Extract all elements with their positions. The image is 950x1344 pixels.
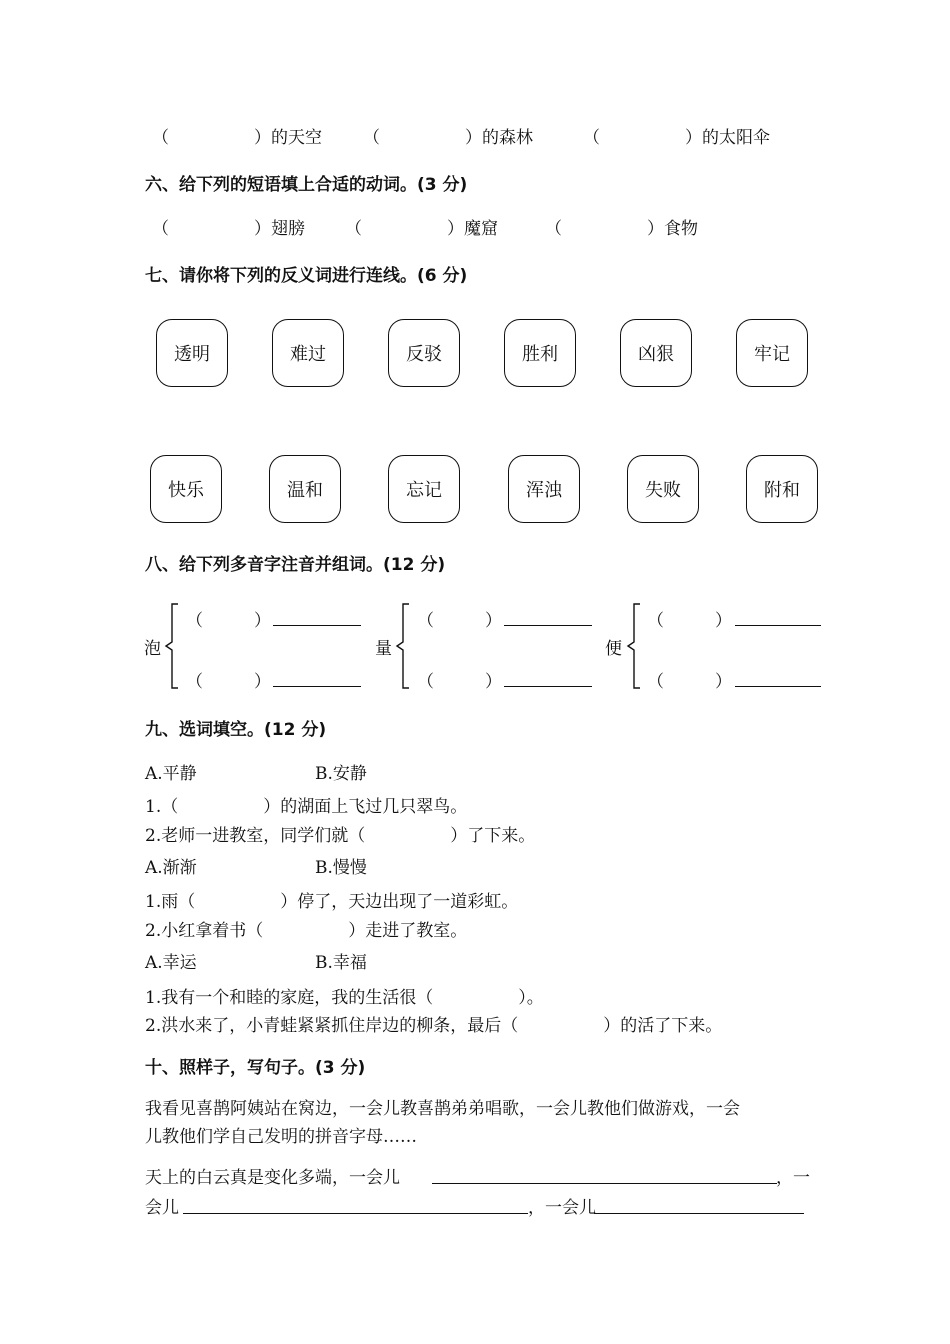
verb-blank-food[interactable]: （ ）食物 xyxy=(545,219,698,239)
fill-sentence[interactable]: 1.雨（ ）停了，天边出现了一道彩虹。 xyxy=(145,892,519,912)
pinyin-blank[interactable]: （ ） xyxy=(186,611,271,631)
phrase-blank-forest[interactable]: （ ）的森林 xyxy=(363,128,533,148)
fill-sentence[interactable]: 1.我有一个和睦的家庭，我的生活很（ ）。 xyxy=(145,988,544,1008)
phrase-blank-umbrella[interactable]: （ ）的太阳伞 xyxy=(583,128,770,148)
antonym-box-top[interactable]: 胜利 xyxy=(504,319,576,387)
antonym-box-top[interactable]: 牢记 xyxy=(736,319,808,387)
task-middle: ，一会儿 xyxy=(528,1198,596,1218)
pinyin-blank[interactable]: （ ） xyxy=(186,672,271,692)
section-8-title: 八、给下列多音字注音并组词。(12 分) xyxy=(145,555,446,575)
section-9-title: 九、选词填空。(12 分) xyxy=(145,720,327,740)
phrase-blank-sky[interactable]: （ ）的天空 xyxy=(152,128,322,148)
example-sentence-line1: 我看见喜鹊阿姨站在窝边，一会儿教喜鹊弟弟唱歌，一会儿教他们做游戏，一会 xyxy=(145,1099,740,1119)
option-a: A.幸运 xyxy=(145,953,197,973)
section-6-title: 六、给下列的短语填上合适的动词。(3 分) xyxy=(145,175,468,195)
task-line2-start: 会儿 xyxy=(145,1198,179,1218)
option-a: A.渐渐 xyxy=(145,858,197,878)
option-a: A.平静 xyxy=(145,764,197,784)
verb-blank-wings[interactable]: （ ）翅膀 xyxy=(152,219,305,239)
antonym-box-bottom[interactable]: 快乐 xyxy=(150,455,222,523)
antonym-box-top[interactable]: 难过 xyxy=(272,319,344,387)
option-b: B.幸福 xyxy=(315,953,367,973)
section-7-title: 七、请你将下列的反义词进行连线。(6 分) xyxy=(145,266,468,286)
pinyin-blank[interactable]: （ ） xyxy=(417,672,502,692)
word-blank[interactable] xyxy=(735,668,821,687)
word-blank[interactable] xyxy=(504,607,592,626)
fill-sentence[interactable]: 2.洪水来了，小青蛙紧紧抓住岸边的柳条，最后（ ）的活了下来。 xyxy=(145,1016,723,1036)
fill-sentence[interactable]: 1.（ ）的湖面上飞过几只翠鸟。 xyxy=(145,797,468,817)
antonym-box-top[interactable]: 反驳 xyxy=(388,319,460,387)
antonym-box-bottom[interactable]: 附和 xyxy=(746,455,818,523)
pinyin-blank[interactable]: （ ） xyxy=(417,611,502,631)
word-blank[interactable] xyxy=(735,607,821,626)
fill-sentence[interactable]: 2.小红拿着书（ ）走进了教室。 xyxy=(145,921,468,941)
polyphone-char: 泡 xyxy=(144,639,161,659)
example-sentence-line2: 儿教他们学自己发明的拼音字母…… xyxy=(145,1127,417,1147)
option-b: B.慢慢 xyxy=(315,858,367,878)
section-10-title: 十、照样子，写句子。(3 分) xyxy=(145,1058,366,1078)
task-prefix: 天上的白云真是变化多端，一会儿 xyxy=(145,1168,400,1188)
answer-blank-1[interactable] xyxy=(432,1165,777,1184)
fill-sentence[interactable]: 2.老师一进教室，同学们就（ ）了下来。 xyxy=(145,826,536,846)
answer-blank-2[interactable] xyxy=(183,1195,528,1214)
antonym-box-bottom[interactable]: 浑浊 xyxy=(508,455,580,523)
pinyin-blank[interactable]: （ ） xyxy=(647,611,732,631)
brace-icon xyxy=(393,602,413,690)
antonym-box-bottom[interactable]: 忘记 xyxy=(388,455,460,523)
word-blank[interactable] xyxy=(273,607,361,626)
answer-blank-3[interactable] xyxy=(594,1195,804,1214)
polyphone-char: 便 xyxy=(605,639,622,659)
brace-icon xyxy=(624,602,644,690)
antonym-box-bottom[interactable]: 失败 xyxy=(627,455,699,523)
option-b: B.安静 xyxy=(315,764,367,784)
antonym-box-top[interactable]: 凶狠 xyxy=(620,319,692,387)
antonym-box-top[interactable]: 透明 xyxy=(156,319,228,387)
antonym-box-bottom[interactable]: 温和 xyxy=(269,455,341,523)
brace-icon xyxy=(162,602,182,690)
word-blank[interactable] xyxy=(504,668,592,687)
polyphone-char: 量 xyxy=(375,639,392,659)
word-blank[interactable] xyxy=(273,668,361,687)
pinyin-blank[interactable]: （ ） xyxy=(647,672,732,692)
task-comma: ，一 xyxy=(776,1168,810,1188)
verb-blank-den[interactable]: （ ）魔窟 xyxy=(345,219,498,239)
